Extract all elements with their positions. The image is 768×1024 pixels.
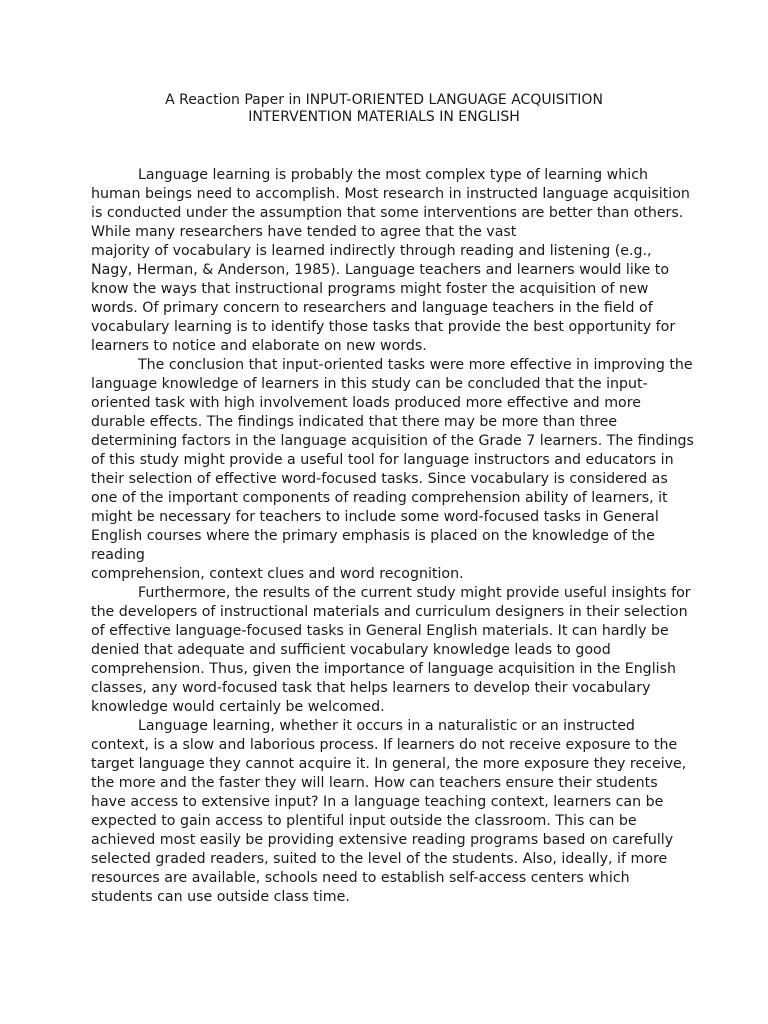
text-line: is conducted under the assumption that some interventions are better than others.: [91, 205, 684, 221]
text-line: their selection of effective word-focused tasks. Since vocabulary is considered as: [91, 471, 668, 487]
text-line: Nagy, Herman, & Anderson, 1985). Language teachers and learners would like to: [91, 262, 669, 278]
text-line: Language learning is probably the most complex type of learning which: [138, 167, 649, 183]
text-line: of effective language-focused tasks in General English materials. It can hardly be: [91, 623, 669, 639]
text-line: majority of vocabulary is learned indirectly through reading and listening (e.g.,: [91, 243, 652, 259]
text-line: reading: [91, 547, 145, 563]
text-line: achieved most easily be providing extensive reading programs based on carefully: [91, 832, 674, 848]
title-line-2: INTERVENTION MATERIALS IN ENGLISH: [248, 109, 520, 125]
text-line: words. Of primary concern to researchers and language teachers in the field of: [91, 300, 653, 316]
text-line: oriented task with high involvement loads produced more effective and more: [91, 395, 641, 411]
text-line: language knowledge of learners in this study can be concluded that the input-: [91, 376, 648, 392]
text-line: expected to gain access to plentiful input outside the classroom. This can be: [91, 813, 637, 829]
text-line: target language they cannot acquire it. In general, the more exposure they receive,: [91, 756, 687, 772]
text-line: comprehension, context clues and word recognition.: [91, 566, 464, 582]
title-line-1: A Reaction Paper in INPUT-ORIENTED LANGUAGE ACQUISITION: [165, 92, 603, 108]
text-line: the developers of instructional materials and curriculum designers in their selection: [91, 604, 688, 620]
text-line: Furthermore, the results of the current study might provide useful insights for: [138, 585, 691, 601]
text-line: classes, any word-focused task that helps learners to develop their vocabulary: [91, 680, 651, 696]
text-line: While many researchers have tended to agree that the vast: [91, 224, 517, 240]
text-line: human beings need to accomplish. Most research in instructed language acquisition: [91, 186, 690, 202]
text-line: selected graded readers, suited to the level of the students. Also, ideally, if more: [91, 851, 668, 867]
document-title: [0, 92, 768, 126]
text-line: have access to extensive input? In a language teaching context, learners can be: [91, 794, 664, 810]
text-line: learners to notice and elaborate on new words.: [91, 338, 427, 354]
text-line: vocabulary learning is to identify those tasks that provide the best opportunity for: [91, 319, 676, 335]
text-line: comprehension. Thus, given the importance of language acquisition in the English: [91, 661, 676, 677]
document-body: [91, 166, 694, 907]
text-line: knowledge would certainly be welcomed.: [91, 699, 385, 715]
text-line: one of the important components of reading comprehension ability of learners, it: [91, 490, 668, 506]
text-line: durable effects. The findings indicated that there may be more than three: [91, 414, 618, 430]
text-line: context, is a slow and laborious process. If learners do not receive exposure to the: [91, 737, 678, 753]
text-line: of this study might provide a useful tool for language instructors and educators in: [91, 452, 674, 468]
text-line: determining factors in the language acquisition of the Grade 7 learners. The findings: [91, 433, 694, 449]
text-line: know the ways that instructional programs might foster the acquisition of new: [91, 281, 649, 297]
text-line: resources are available, schools need to establish self-access centers which: [91, 870, 630, 886]
text-line: The conclusion that input-oriented tasks were more effective in improving the: [138, 357, 693, 373]
text-line: English courses where the primary emphasis is placed on the knowledge of the: [91, 528, 655, 544]
text-line: denied that adequate and sufficient vocabulary knowledge leads to good: [91, 642, 611, 658]
text-line: students can use outside class time.: [91, 889, 350, 905]
text-line: Language learning, whether it occurs in a naturalistic or an instructed: [138, 718, 635, 734]
text-line: the more and the faster they will learn. How can teachers ensure their students: [91, 775, 658, 791]
text-line: might be necessary for teachers to include some word-focused tasks in General: [91, 509, 659, 525]
